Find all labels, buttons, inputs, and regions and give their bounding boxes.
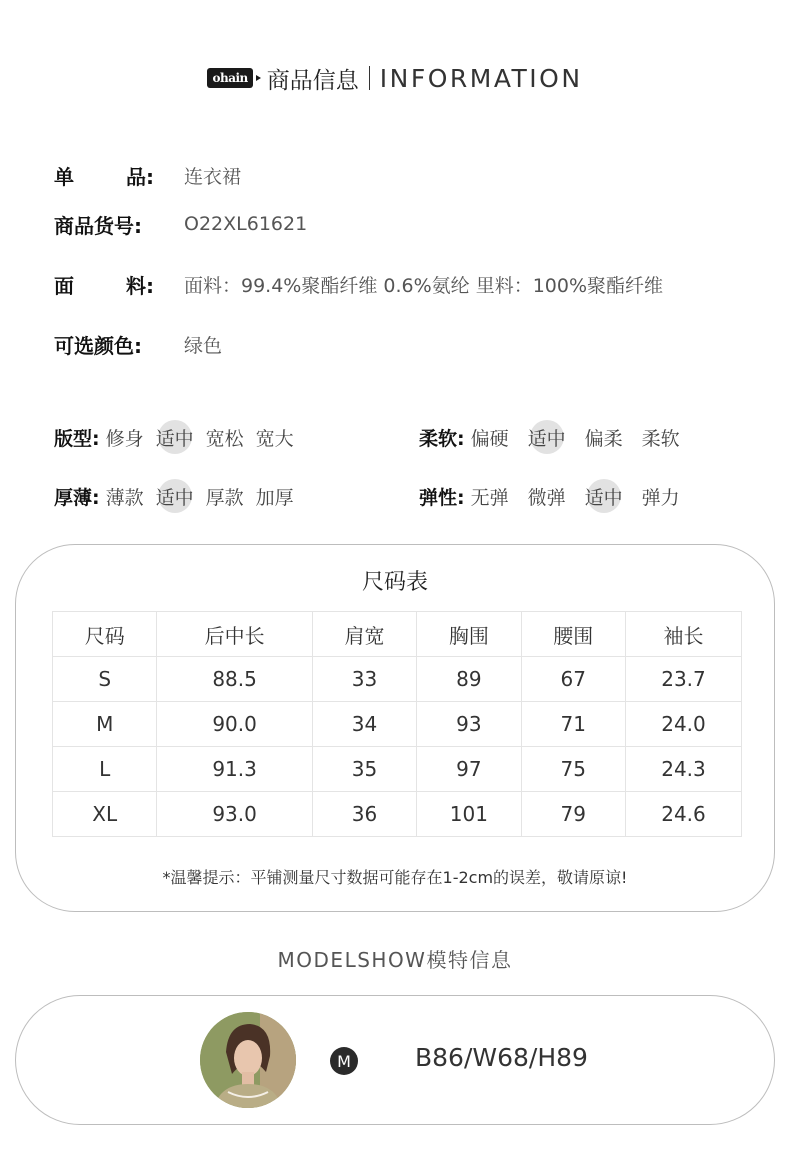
table-cell: 33 — [312, 657, 416, 702]
table-cell: 75 — [521, 747, 625, 792]
table-header-row — [53, 612, 742, 657]
attr-option-selected: 适中 — [156, 483, 194, 510]
table-cell: 24.3 — [625, 747, 741, 792]
spec-row-product — [54, 160, 241, 190]
table-cell: 36 — [312, 792, 416, 837]
attr-option: 偏柔 — [584, 427, 623, 450]
table-cell: 89 — [417, 657, 521, 702]
model-section-title: MODELSHOW模特信息 — [277, 948, 513, 972]
attr-label: 版型: — [54, 427, 100, 450]
attr-thickness — [54, 479, 294, 513]
spec-label: 面 料: — [54, 273, 154, 298]
table-cell: 101 — [417, 792, 521, 837]
table-row — [53, 702, 742, 747]
table-cell: 67 — [521, 657, 625, 702]
spec-label: 可选颜色: — [54, 333, 142, 358]
attr-option: 厚款 — [205, 486, 244, 509]
attr-option: 偏硬 — [470, 427, 509, 450]
attr-elasticity — [419, 479, 680, 513]
model-measurements: B86/W68/H89 — [415, 1043, 588, 1072]
table-header-cell: 胸围 — [417, 612, 521, 657]
model-card — [15, 995, 775, 1125]
attr-softness — [419, 420, 680, 454]
table-cell: 35 — [312, 747, 416, 792]
table-header-cell: 后中长 — [157, 612, 312, 657]
spec-value: 连衣裙 — [184, 165, 242, 188]
attr-option: 宽大 — [255, 427, 294, 450]
attr-option: 修身 — [105, 427, 144, 450]
attr-label: 柔软: — [419, 427, 465, 450]
header-title-cn: 商品信息 — [266, 67, 359, 94]
table-row — [53, 792, 742, 837]
table-cell: L — [53, 747, 157, 792]
size-chart-title: 尺码表 — [361, 570, 428, 595]
table-cell: 24.6 — [625, 792, 741, 837]
size-table — [52, 611, 742, 837]
table-cell: 93.0 — [157, 792, 312, 837]
header-title-en: INFORMATION — [379, 63, 583, 93]
attr-option: 宽松 — [205, 427, 244, 450]
spec-row-material — [54, 269, 663, 299]
attr-option: 柔软 — [641, 427, 680, 450]
model-size-badge: M — [330, 1047, 358, 1075]
spec-value: 绿色 — [184, 334, 223, 357]
attr-option: 无弹 — [470, 486, 509, 509]
attr-option: 微弹 — [527, 486, 566, 509]
table-header-cell: 尺码 — [53, 612, 157, 657]
table-cell: M — [53, 702, 157, 747]
attr-option: 薄款 — [105, 486, 144, 509]
brand-logo: ohain — [207, 68, 252, 88]
measurement-note: *温馨提示：平铺测量尺寸数据可能存在1-2cm的误差，敬请原谅! — [162, 868, 628, 887]
spec-value: 面料：99.4%聚酯纤维 0.6%氨纶 里料：100%聚酯纤维 — [184, 274, 664, 297]
table-cell: 71 — [521, 702, 625, 747]
table-cell: 24.0 — [625, 702, 741, 747]
table-cell: 93 — [417, 702, 521, 747]
table-cell: 88.5 — [157, 657, 312, 702]
spec-label: 单 品: — [54, 164, 154, 189]
table-cell: 97 — [417, 747, 521, 792]
table-cell: XL — [53, 792, 157, 837]
table-header-cell: 袖长 — [625, 612, 741, 657]
table-row — [53, 747, 742, 792]
attr-option: 弹力 — [641, 486, 680, 509]
play-arrow-icon — [256, 75, 261, 81]
page-header — [0, 58, 790, 98]
spec-row-color — [54, 329, 222, 359]
table-cell: 90.0 — [157, 702, 312, 747]
table-cell: 79 — [521, 792, 625, 837]
attr-option-selected: 适中 — [528, 424, 566, 451]
header-divider — [369, 66, 370, 90]
table-row — [53, 657, 742, 702]
table-cell: S — [53, 657, 157, 702]
model-avatar — [200, 1012, 296, 1108]
attr-option: 加厚 — [255, 486, 294, 509]
table-cell: 34 — [312, 702, 416, 747]
table-cell: 91.3 — [157, 747, 312, 792]
model-portrait-icon — [200, 1012, 296, 1108]
attr-option-selected: 适中 — [585, 483, 623, 510]
table-header-cell: 腰围 — [521, 612, 625, 657]
table-cell: 23.7 — [625, 657, 741, 702]
spec-value: O22XL61621 — [184, 213, 308, 235]
spec-label: 商品货号: — [54, 213, 142, 238]
attr-option-selected: 适中 — [156, 424, 194, 451]
attr-label: 弹性: — [419, 486, 465, 509]
attr-fit — [54, 420, 294, 454]
spec-row-sku — [54, 209, 307, 239]
table-header-cell: 肩宽 — [312, 612, 416, 657]
attr-label: 厚薄: — [54, 486, 100, 509]
